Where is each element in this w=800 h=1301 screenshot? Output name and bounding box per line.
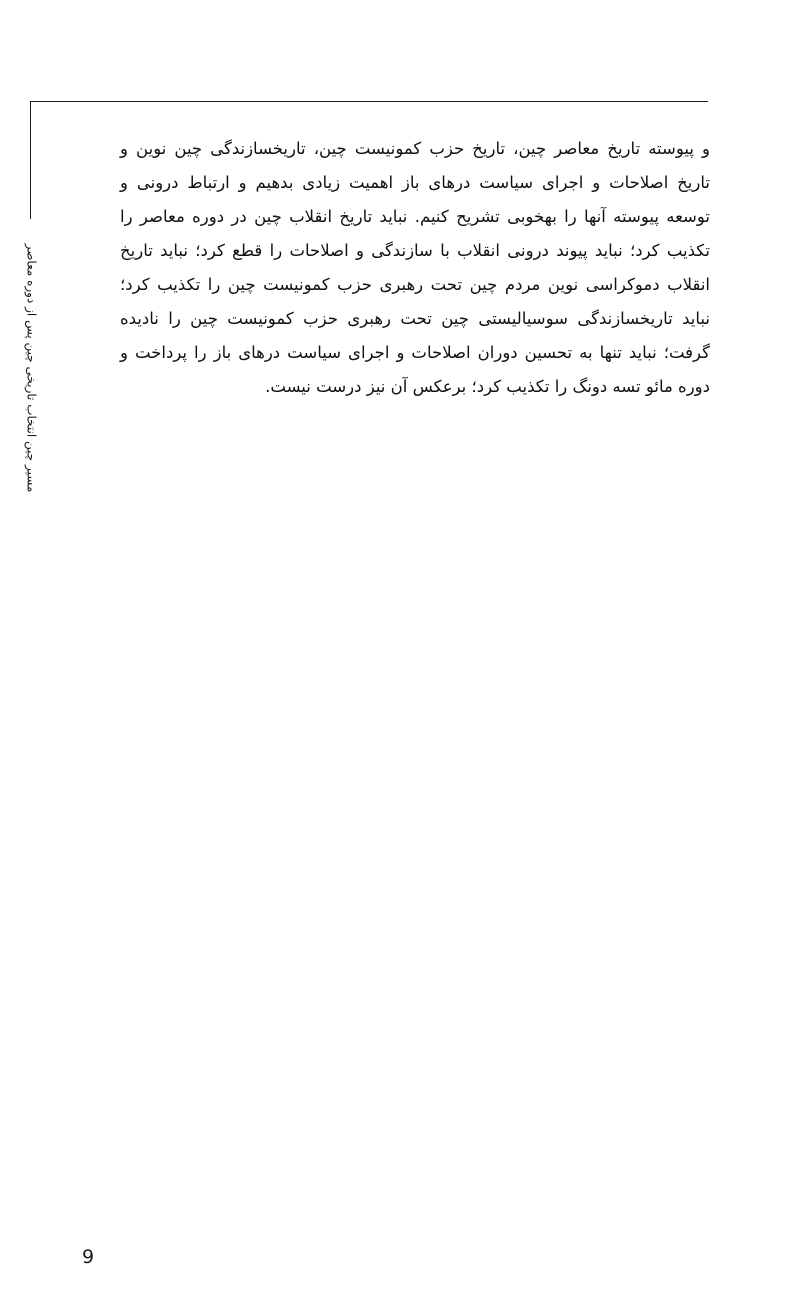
- header-rule-vertical: [30, 101, 31, 219]
- running-header-text: مسیر چین انتخاب تاریخی چین پس از دوره معاصر: [24, 243, 39, 493]
- running-header: [21, 233, 41, 503]
- body-paragraph: و پیوسته تاریخ معاصر چین، تاریخ حزب کمونیست چین، تاریخسازندگی چین نوین و تاریخ اصلاحات و اجرای سیاست درهای باز اهمیت زیادی بدهیم و ارتباط درونی و توسعه پیوسته آنها را بهخوبی تشریح کنیم. نباید تاریخ انقلاب چین در دوره معاصر را تکذیب کرد؛ نباید پیوند درونی انقلاب با سازندگی و اصلاحات را قطع کرد؛ نباید تاریخ انقلاب دموکراسی نوین مردم چین تحت رهبری حزب کمونیست چین را تکذیب کرد؛ نباید تاریخسازندگی سوسیالیستی چین تحت رهبری حزب کمونیست چین را نادیده گرفت؛ نباید تنها به تحسین دوران اصلاحات و اجرای سیاست درهای باز را پرداخت و دوره مائو تسه دونگ را تکذیب کرد؛ برعکس آن نیز درست نیست.: [120, 139, 710, 396]
- page-number: 9: [82, 1246, 95, 1268]
- header-rule: [30, 101, 708, 102]
